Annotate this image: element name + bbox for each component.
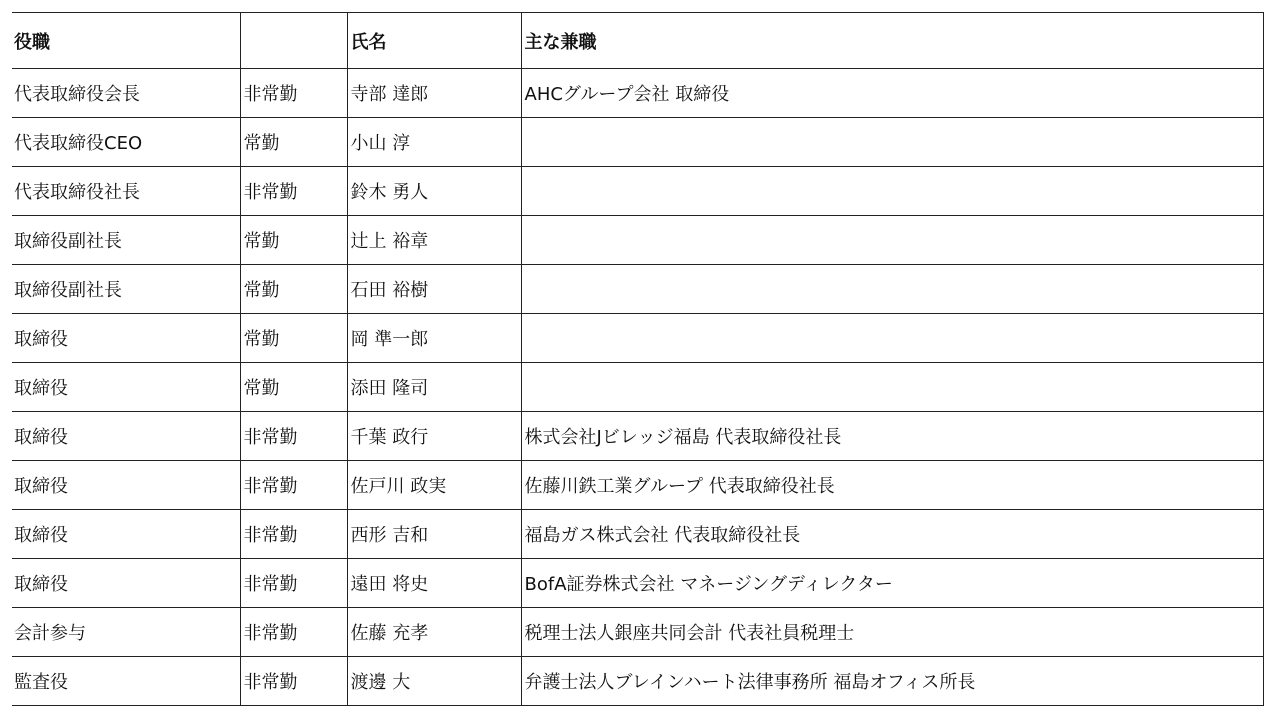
cell-status: 常勤 <box>240 265 347 314</box>
cell-role: 取締役副社長 <box>12 216 240 265</box>
table-row <box>12 216 1263 265</box>
table-body <box>12 69 1263 706</box>
cell-concurrent <box>521 216 1263 265</box>
cell-role: 代表取締役CEO <box>12 118 240 167</box>
cell-concurrent <box>521 167 1263 216</box>
cell-concurrent <box>521 118 1263 167</box>
officers-table-wrapper <box>12 12 1264 706</box>
cell-status: 非常勤 <box>240 657 347 706</box>
cell-role: 取締役 <box>12 314 240 363</box>
cell-name: 千葉 政行 <box>347 412 521 461</box>
cell-name: 小山 淳 <box>347 118 521 167</box>
table-row <box>12 69 1263 118</box>
cell-status: 非常勤 <box>240 167 347 216</box>
cell-status: 常勤 <box>240 118 347 167</box>
cell-concurrent: 福島ガス株式会社 代表取締役社長 <box>521 510 1263 559</box>
cell-concurrent: AHCグループ会社 取締役 <box>521 69 1263 118</box>
cell-concurrent <box>521 314 1263 363</box>
cell-status: 非常勤 <box>240 69 347 118</box>
cell-name: 遠田 将史 <box>347 559 521 608</box>
cell-status: 非常勤 <box>240 412 347 461</box>
cell-name: 渡邊 大 <box>347 657 521 706</box>
header-name: 氏名 <box>347 13 521 69</box>
cell-status: 常勤 <box>240 216 347 265</box>
table-header <box>12 13 1263 69</box>
cell-name: 石田 裕樹 <box>347 265 521 314</box>
table-row <box>12 167 1263 216</box>
cell-status: 非常勤 <box>240 559 347 608</box>
cell-name: 西形 吉和 <box>347 510 521 559</box>
cell-role: 代表取締役会長 <box>12 69 240 118</box>
cell-status: 非常勤 <box>240 608 347 657</box>
header-concurrent: 主な兼職 <box>521 13 1263 69</box>
table-row <box>12 608 1263 657</box>
cell-concurrent <box>521 265 1263 314</box>
table-row <box>12 314 1263 363</box>
cell-name: 辻上 裕章 <box>347 216 521 265</box>
header-role: 役職 <box>12 13 240 69</box>
header-row <box>12 13 1263 69</box>
cell-status: 常勤 <box>240 314 347 363</box>
cell-role: 取締役副社長 <box>12 265 240 314</box>
cell-role: 取締役 <box>12 461 240 510</box>
cell-name: 佐藤 充孝 <box>347 608 521 657</box>
cell-role: 代表取締役社長 <box>12 167 240 216</box>
cell-role: 取締役 <box>12 559 240 608</box>
table-row <box>12 412 1263 461</box>
cell-name: 佐戸川 政実 <box>347 461 521 510</box>
cell-name: 添田 隆司 <box>347 363 521 412</box>
cell-role: 監査役 <box>12 657 240 706</box>
officers-table <box>12 12 1264 706</box>
header-status <box>240 13 347 69</box>
cell-concurrent <box>521 363 1263 412</box>
cell-role: 取締役 <box>12 363 240 412</box>
cell-status: 非常勤 <box>240 510 347 559</box>
cell-role: 取締役 <box>12 510 240 559</box>
cell-concurrent: 弁護士法人ブレインハート法律事務所 福島オフィス所長 <box>521 657 1263 706</box>
cell-concurrent: BofA証券株式会社 マネージングディレクター <box>521 559 1263 608</box>
table-row <box>12 461 1263 510</box>
cell-status: 常勤 <box>240 363 347 412</box>
cell-name: 鈴木 勇人 <box>347 167 521 216</box>
table-row <box>12 363 1263 412</box>
table-row <box>12 118 1263 167</box>
cell-concurrent: 税理士法人銀座共同会計 代表社員税理士 <box>521 608 1263 657</box>
cell-role: 取締役 <box>12 412 240 461</box>
cell-concurrent: 佐藤川鉄工業グループ 代表取締役社長 <box>521 461 1263 510</box>
cell-role: 会計参与 <box>12 608 240 657</box>
cell-status: 非常勤 <box>240 461 347 510</box>
cell-name: 寺部 達郎 <box>347 69 521 118</box>
table-row <box>12 657 1263 706</box>
table-row <box>12 265 1263 314</box>
table-row <box>12 510 1263 559</box>
cell-concurrent: 株式会社Jビレッジ福島 代表取締役社長 <box>521 412 1263 461</box>
table-row <box>12 559 1263 608</box>
cell-name: 岡 準一郎 <box>347 314 521 363</box>
